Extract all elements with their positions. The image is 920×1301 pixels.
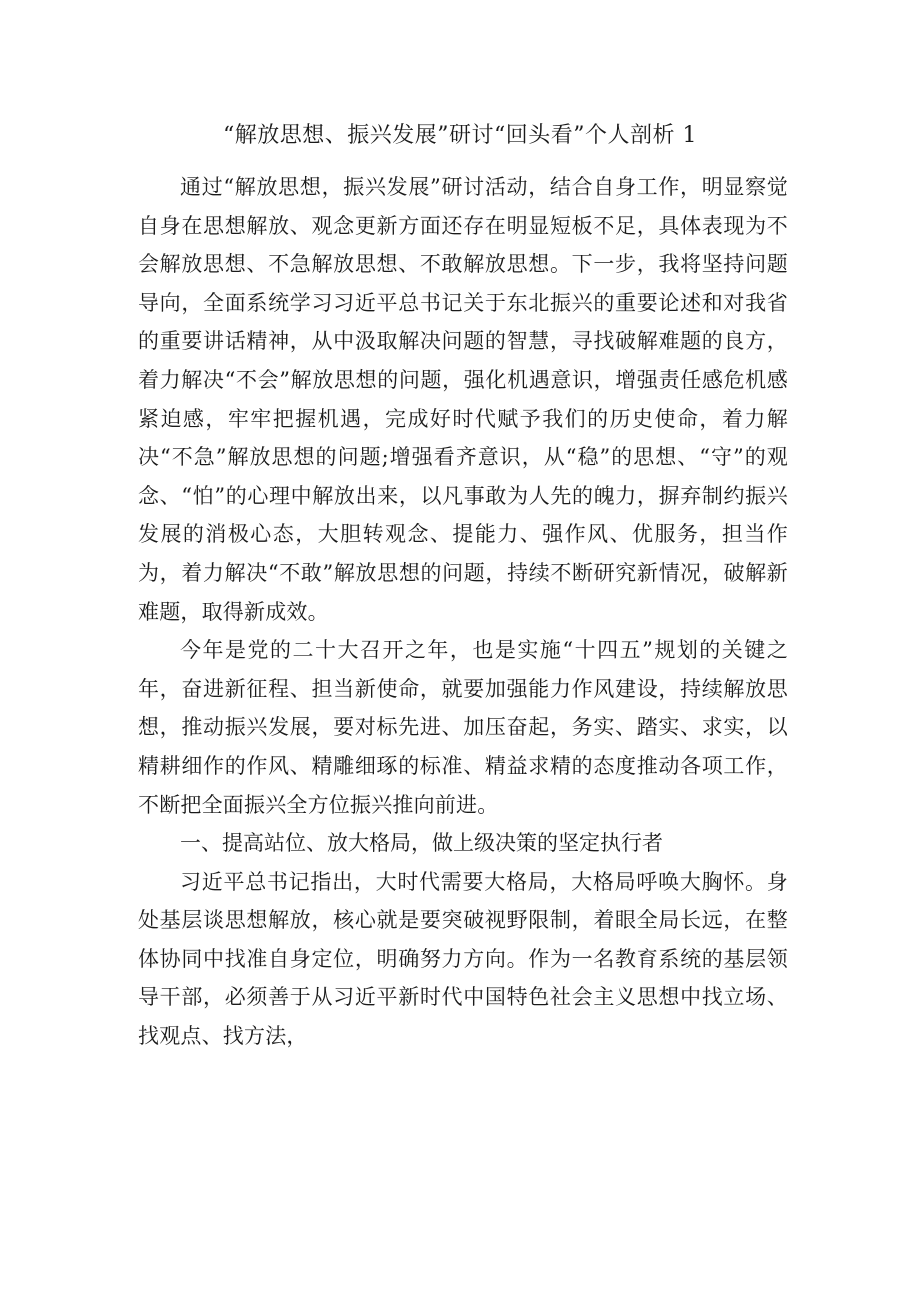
section-heading: 一、提高站位、放大格局，做上级决策的坚定执行者 bbox=[180, 831, 663, 856]
paragraph-intro: 通过“解放思想，振兴发展”研讨活动，结合自身工作，明显察觉自身在思想解放、观念更新方面还存在明显短板不足，具体表现为不会解放思想、不急解放思想、不敢解放思想。下一步，我将坚持问题导向，全面系统学习习近平总书记关于东北振兴的重要论述和对我省的重要讲话精神，从中汲取解决问题的智慧，寻找破解难题的良方，着力解决“不会”解放思想的问题，强化机遇意识，增强责任感危机感紧迫感，牢牢把握机遇，完成好时代赋予我们的历史使命，着力解决“不急”解放思想的问题;增强看齐意识，从“稳”的思想、“守”的观念、“怕”的心理中解放出来，以凡事敢为人先的魄力，摒弃制约振兴发展的消极心态，大胆转观念、提能力、强作风、优服务，担当作为，着力解决“不敢”解放思想的问题，持续不断研究新情况，破解新难题，取得新成效。 bbox=[138, 175, 788, 624]
document-title: “解放思想、振兴发展”研讨“回头看”个人剖析 1 bbox=[223, 123, 697, 148]
document-body bbox=[138, 168, 788, 1056]
paragraph-section-one: 习近平总书记指出，大时代需要大格局，大格局呼唤大胸怀。身处基层谈思想解放，核心就是要突破视野限制，着眼全局长远，在整体协同中找准自身定位，明确努力方向。作为一名教育系统的基层领导干部，必须善于从习近平新时代中国特色社会主义思想中找立场、找观点、找方法， bbox=[138, 869, 788, 1049]
paragraph-this-year: 今年是党的二十大召开之年，也是实施“十四五”规划的关键之年，奋进新征程、担当新使命，就要加强能力作风建设，持续解放思想，推动振兴发展，要对标先进、加压奋起，务实、踏实、求实，以精耕细作的作风、精雕细琢的标准、精益求精的态度推动各项工作，不断把全面振兴全方位振兴推向前进。 bbox=[138, 638, 788, 817]
